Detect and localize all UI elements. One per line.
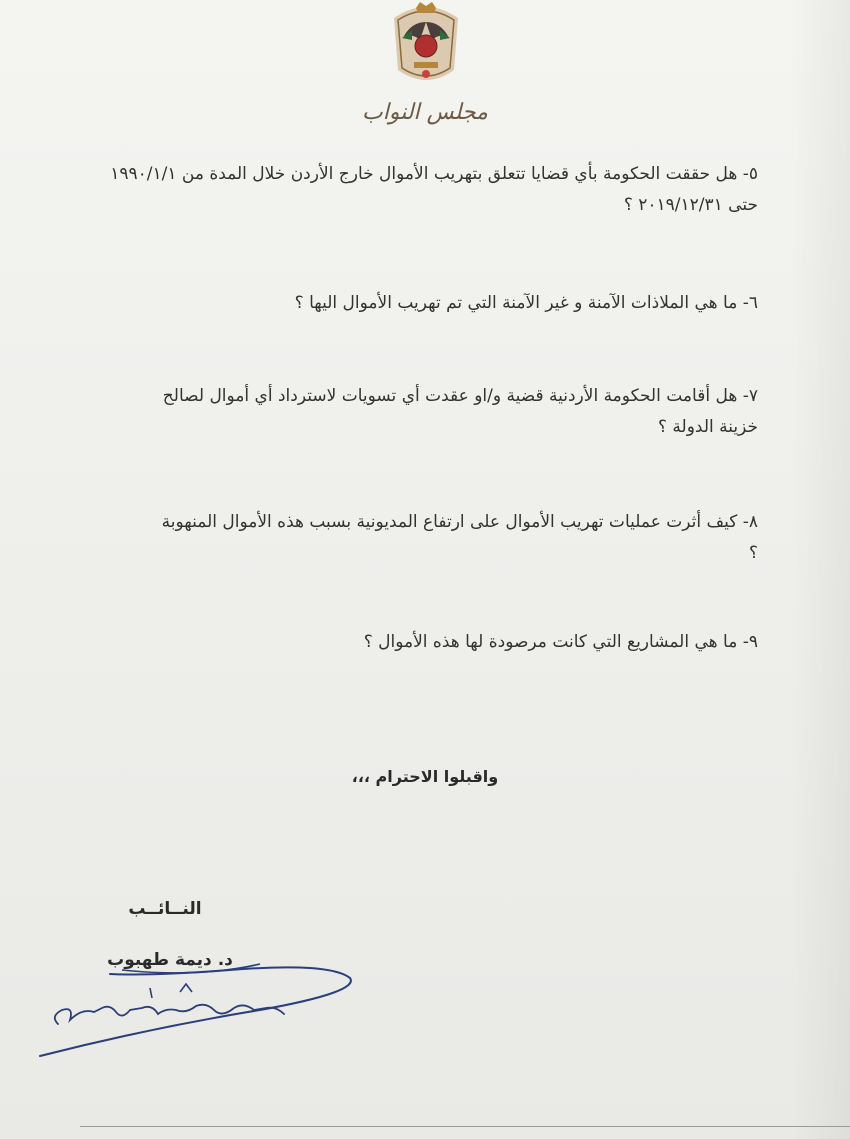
signatory-name: د. ديمة طهبوب	[107, 950, 233, 970]
question-7: ٧- هل أقامت الحكومة الأردنية قضية و/او عقدت أي تسويات لاسترداد أي أموال لصالح خزينة الدولة ؟	[162, 386, 758, 437]
page-edge-shadow	[790, 0, 850, 1139]
footer-divider	[80, 1126, 850, 1127]
coat-of-arms-icon	[388, 0, 464, 88]
handwritten-signature	[30, 948, 370, 1068]
signatory-title: النــائــب	[128, 899, 202, 919]
council-name: مجلس النواب	[362, 100, 488, 125]
question-5: ٥- هل حققت الحكومة بأي قضايا تتعلق بتهريب الأموال خارج الأردن خلال المدة من ١٩٩٠/١/١ حتى ٢٠١٩/١٢/٣١ ؟	[110, 164, 758, 215]
question-8: ٨- كيف أثرت عمليات تهريب الأموال على ارتفاع المديونية بسبب هذه الأموال المنهوبة ؟	[161, 512, 758, 563]
question-9: ٩- ما هي المشاريع التي كانت مرصودة لها هذه الأموال ؟	[363, 632, 758, 652]
question-6: ٦- ما هي الملاذات الآمنة و غير الآمنة التي تم تهريب الأموال اليها ؟	[294, 293, 758, 313]
closing-remark: واقبلوا الاحترام ،،،	[351, 767, 499, 786]
